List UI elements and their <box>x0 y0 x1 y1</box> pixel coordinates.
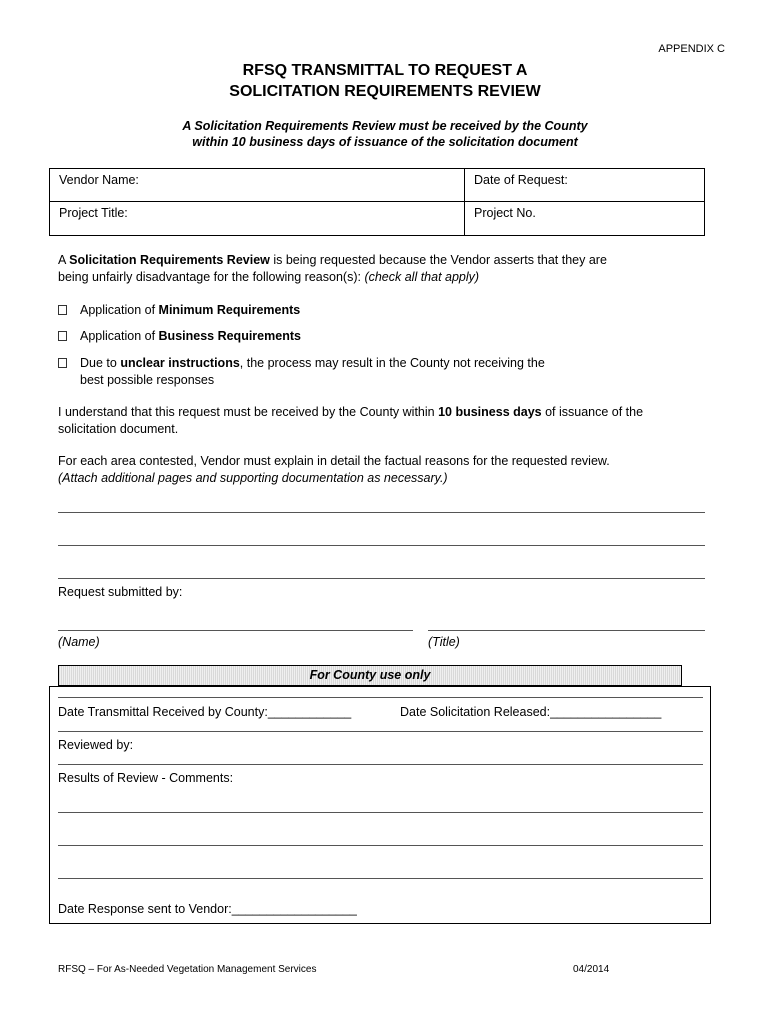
date-response-field[interactable]: Date Response sent to Vendor:__________________ <box>58 902 357 916</box>
county-rule-3 <box>58 764 703 765</box>
results-label: Results of Review - Comments: <box>58 771 234 785</box>
vendor-info-table <box>49 168 705 236</box>
check-prefix: Due to <box>80 356 121 370</box>
intro-italic: (check all that apply) <box>364 270 480 284</box>
explanation-line-1[interactable] <box>58 512 705 513</box>
footer-left: RFSQ – For As-Needed Vegetation Management Services <box>58 964 317 975</box>
submitted-by-label: Request submitted by: <box>58 585 183 599</box>
date-of-request-field[interactable]: Date of Request: <box>474 173 568 187</box>
check-bold: unclear instructions <box>120 356 240 370</box>
check-line2: best possible responses <box>80 373 215 387</box>
checkbox[interactable] <box>58 358 67 368</box>
check-prefix: Application of <box>80 303 159 317</box>
explanation-line-3[interactable] <box>58 578 705 579</box>
checkbox[interactable] <box>58 331 67 341</box>
vendor-row-1 <box>50 169 704 202</box>
appendix-label: APPENDIX C <box>658 43 725 55</box>
subtitle <box>0 118 770 150</box>
comments-line-1[interactable] <box>58 812 703 813</box>
intro-bold: Solicitation Requirements Review <box>69 253 270 267</box>
understand-bold: 10 business days <box>438 405 542 419</box>
checkbox-item-unclear <box>58 355 545 389</box>
contest-paragraph <box>58 453 610 487</box>
project-title-field[interactable]: Project Title: <box>59 206 128 220</box>
comments-line-3[interactable] <box>58 878 703 879</box>
checkbox[interactable] <box>58 305 67 315</box>
title-line-2: SOLICITATION REQUIREMENTS REVIEW <box>229 83 541 100</box>
intro-line1-rest: is being requested because the Vendor asserts that they are <box>269 253 607 267</box>
vendor-row-2 <box>50 202 704 235</box>
intro-prefix: A <box>58 253 70 267</box>
understand-line2: solicitation document. <box>58 422 179 436</box>
intro-line2: being unfairly disadvantage for the following reason(s): <box>58 270 365 284</box>
name-label: (Name) <box>58 635 100 649</box>
date-released-field[interactable]: Date Solicitation Released:________________ <box>400 705 662 719</box>
subtitle-line-1: A Solicitation Requirements Review must be received by the County <box>182 119 588 133</box>
date-received-field[interactable]: Date Transmittal Received by County:____________ <box>58 705 352 719</box>
check-bold: Minimum Requirements <box>158 303 301 317</box>
name-line[interactable] <box>58 630 413 631</box>
table-divider <box>464 169 465 235</box>
page-title <box>0 60 770 102</box>
reviewed-by-field[interactable]: Reviewed by: <box>58 738 134 752</box>
understand-rest: of issuance of the <box>541 405 644 419</box>
county-rule-2 <box>58 731 703 732</box>
check-rest: , the process may result in the County not receiving the <box>239 356 545 370</box>
understand-prefix: I understand that this request must be received by the County within <box>58 405 439 419</box>
checkbox-item-business <box>58 328 301 345</box>
understand-paragraph <box>58 404 643 438</box>
vendor-name-field[interactable]: Vendor Name: <box>59 173 139 187</box>
subtitle-line-2: within 10 business days of issuance of the solicitation document <box>192 135 578 149</box>
title-line-1: RFSQ TRANSMITTAL TO REQUEST A <box>242 62 528 79</box>
explanation-line-2[interactable] <box>58 545 705 546</box>
comments-line-2[interactable] <box>58 845 703 846</box>
contest-line1: For each area contested, Vendor must explain in detail the factual reasons for the requested review. <box>58 454 610 468</box>
footer-date: 04/2014 <box>573 964 610 975</box>
title-label: (Title) <box>428 635 460 649</box>
county-use-header: For County use only <box>58 665 682 686</box>
project-no-field[interactable]: Project No. <box>474 206 536 220</box>
check-prefix: Application of <box>80 329 159 343</box>
check-bold: Business Requirements <box>158 329 301 343</box>
contest-line2: (Attach additional pages and supporting documentation as necessary.) <box>58 471 448 485</box>
intro-paragraph <box>58 252 607 286</box>
county-use-box <box>49 686 711 924</box>
title-line[interactable] <box>428 630 705 631</box>
county-rule-1 <box>58 697 703 698</box>
checkbox-item-minimum <box>58 302 300 319</box>
